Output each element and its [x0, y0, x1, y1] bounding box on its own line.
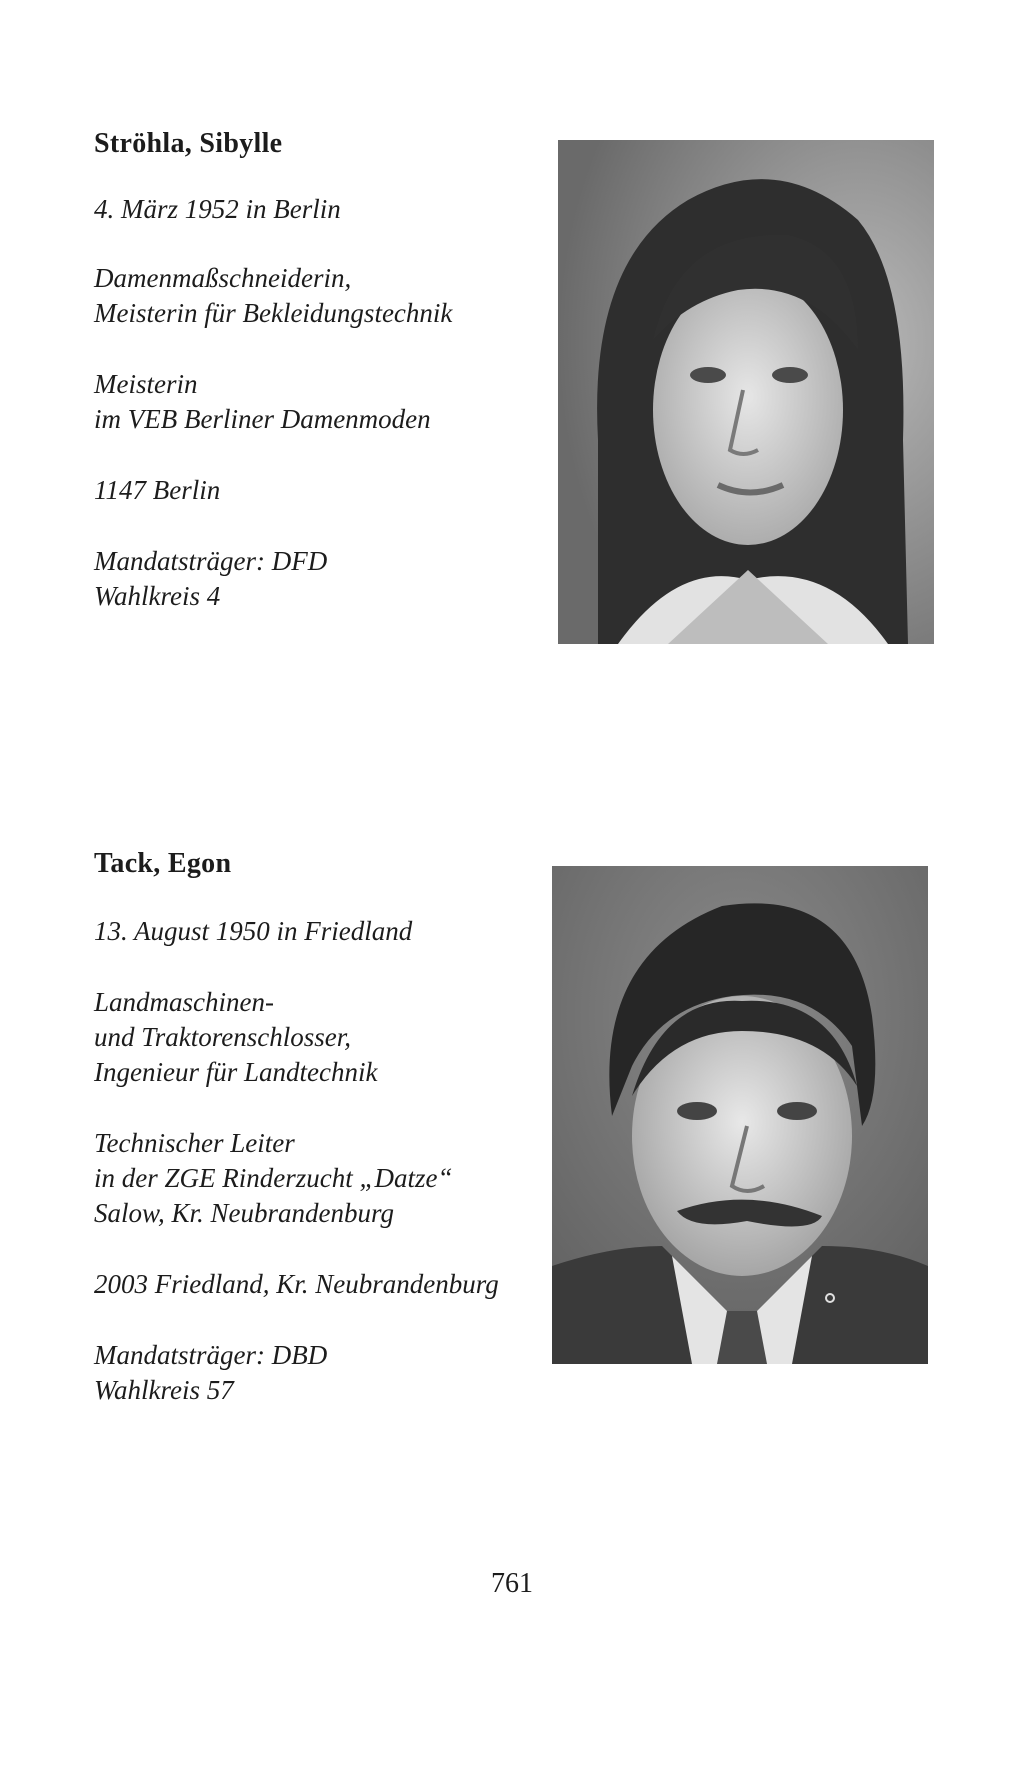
entry-text: [94, 128, 534, 614]
birth-info: 4. März 1952 in Berlin: [94, 194, 341, 224]
address: 1147 Berlin: [94, 475, 221, 505]
portrait-woman-image: [558, 140, 934, 644]
page-number: 761: [491, 1568, 533, 1599]
portrait-photo: [552, 866, 928, 1364]
profession: Damenmaßschneiderin, Meisterin für Bekleidungstechnik: [94, 263, 453, 328]
portrait-photo: [558, 140, 934, 644]
mandate: Mandatsträger: DFD Wahlkreis 4: [94, 546, 328, 611]
mandate: Mandatsträger: DBD Wahlkreis 57: [94, 1340, 328, 1405]
entry-text: [94, 848, 534, 1408]
profession: Landmaschinen- und Traktorenschlosser, Ingenieur für Landtechnik: [94, 987, 378, 1087]
birth-info: 13. August 1950 in Friedland: [94, 916, 413, 946]
address: 2003 Friedland, Kr. Neubrandenburg: [94, 1269, 499, 1299]
position: Meisterin im VEB Berliner Damenmoden: [94, 369, 431, 434]
portrait-man-image: [552, 866, 928, 1364]
person-name: Ströhla, Sibylle: [94, 128, 283, 159]
person-name: Tack, Egon: [94, 848, 232, 879]
position: Technischer Leiter in der ZGE Rinderzucht „Datze“ Salow, Kr. Neubrandenburg: [94, 1128, 453, 1228]
